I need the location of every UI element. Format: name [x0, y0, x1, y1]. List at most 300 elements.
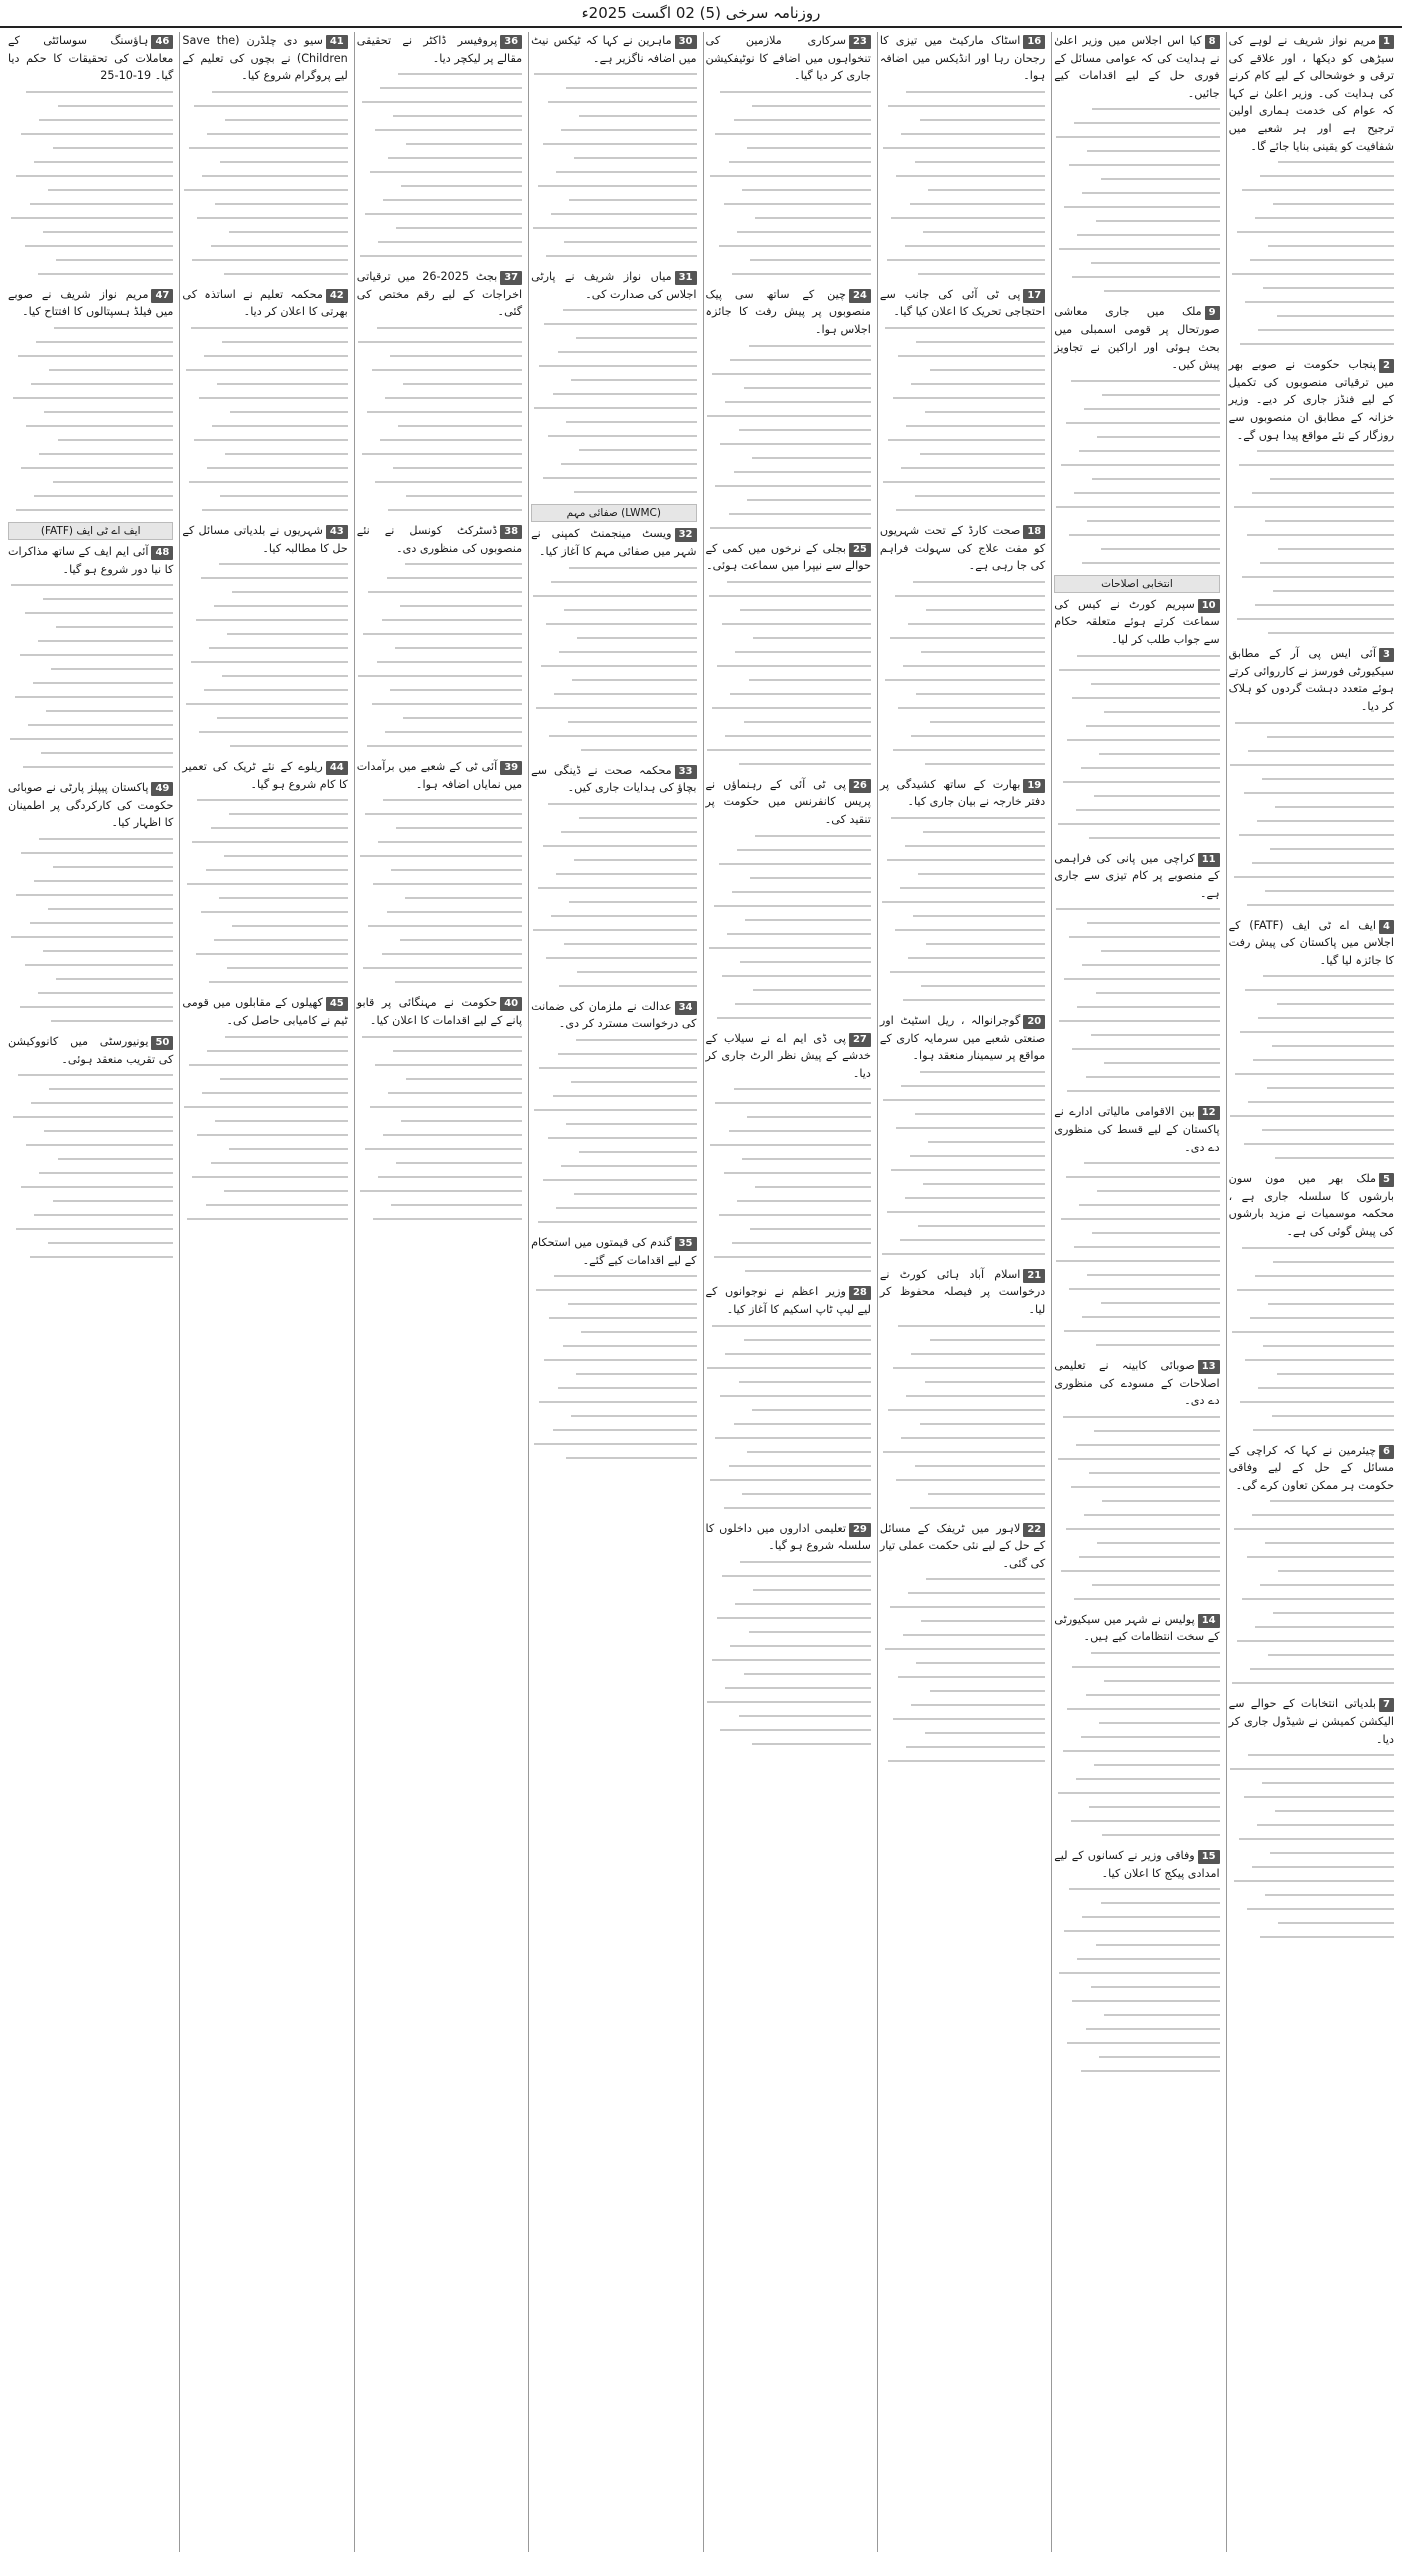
print-line-filler [357, 1120, 522, 1130]
print-line-filler [357, 87, 522, 97]
print-line-filler [1229, 1059, 1394, 1069]
print-line-filler [880, 609, 1045, 619]
print-line-filler [531, 323, 696, 333]
print-line-filler [531, 1443, 696, 1453]
print-line-filler [706, 1116, 871, 1126]
print-line-filler [706, 471, 871, 481]
print-line-filler [182, 675, 347, 685]
print-line-filler [531, 1373, 696, 1383]
print-line-filler [880, 133, 1045, 143]
print-line-filler [1054, 1048, 1219, 1058]
print-line-filler [1054, 837, 1219, 847]
print-line-filler [880, 1423, 1045, 1433]
print-line-filler [706, 429, 871, 439]
print-line-filler [357, 439, 522, 449]
print-line-filler [357, 1092, 522, 1102]
print-line-filler [706, 105, 871, 115]
print-line-filler [182, 453, 347, 463]
print-line-filler [880, 1225, 1045, 1235]
print-line-filler [1054, 1694, 1219, 1704]
print-line-filler [1229, 1598, 1394, 1608]
item-text: پی ٹی آئی کے رہنماؤں نے پریس کانفرنس میں حکومت پر تنقید کی۔ [705, 777, 871, 826]
print-line-filler [8, 105, 173, 115]
print-line-filler [1229, 245, 1394, 255]
print-line-filler [706, 975, 871, 985]
print-line-filler [880, 411, 1045, 421]
print-line-filler [182, 1190, 347, 1200]
print-line-filler [1054, 164, 1219, 174]
print-line-filler [357, 425, 522, 435]
item-number-badge: 14 [1198, 1614, 1220, 1628]
print-line-filler [357, 213, 522, 223]
print-line-filler [1229, 1073, 1394, 1083]
print-line-filler [8, 626, 173, 636]
print-line-filler [357, 883, 522, 893]
print-line-filler [8, 724, 173, 734]
print-line-filler [880, 873, 1045, 883]
print-line-filler [531, 749, 696, 759]
print-line-filler [880, 845, 1045, 855]
print-line-filler [8, 1200, 173, 1210]
print-line-filler [182, 1078, 347, 1088]
print-line-filler [1054, 1444, 1219, 1454]
print-line-filler [8, 1102, 173, 1112]
print-line-filler [357, 855, 522, 865]
print-line-filler [1054, 936, 1219, 946]
print-line-filler [182, 953, 347, 963]
item-text: وفاقی وزیر نے کسانوں کے لیے امدادی پیکج کا اعلان کیا۔ [1054, 1849, 1220, 1880]
print-line-filler [706, 891, 871, 901]
item-text: محکمہ تعلیم نے اساتذہ کی بھرتی کا اعلان کر دیا۔ [182, 287, 348, 319]
print-line-filler [706, 1423, 871, 1433]
print-line-filler [880, 509, 1045, 519]
print-line-filler [182, 925, 347, 935]
print-line-filler [706, 485, 871, 495]
item-number-badge: 35 [675, 1237, 697, 1251]
print-line-filler [531, 1095, 696, 1105]
print-line-filler [706, 345, 871, 355]
print-line-filler [706, 373, 871, 383]
print-line-filler [706, 245, 871, 255]
print-line-filler [1054, 1902, 1219, 1912]
section-subhead: انتخابی اصلاحات [1054, 575, 1219, 593]
print-line-filler [531, 803, 696, 813]
print-line-filler [1054, 1750, 1219, 1760]
print-line-filler [1229, 890, 1394, 900]
item-number-badge: 13 [1198, 1360, 1220, 1374]
news-item [182, 32, 347, 85]
print-line-filler [1054, 1666, 1219, 1676]
print-line-filler [1229, 848, 1394, 858]
print-line-filler [8, 509, 173, 519]
item-number-badge: 49 [151, 782, 173, 796]
section-subhead: (LWMC) صفائی مہم [531, 504, 696, 522]
print-line-filler [8, 397, 173, 407]
print-line-filler [182, 203, 347, 213]
print-line-filler [880, 817, 1045, 827]
print-line-filler [1054, 781, 1219, 791]
print-line-filler [1054, 492, 1219, 502]
news-column [1051, 32, 1221, 2552]
news-item [182, 522, 347, 557]
print-line-filler [880, 495, 1045, 505]
print-line-filler [880, 147, 1045, 157]
print-line-filler [1054, 1430, 1219, 1440]
print-line-filler [1229, 876, 1394, 886]
item-text: عدالت نے ملزمان کی ضمانت کی درخواست مسترد کر دی۔ [531, 999, 697, 1031]
print-line-filler [1054, 1302, 1219, 1312]
print-line-filler [706, 707, 871, 717]
print-line-filler [1229, 287, 1394, 297]
print-line-filler [1054, 394, 1219, 404]
print-line-filler [1229, 1796, 1394, 1806]
print-line-filler [880, 273, 1045, 283]
item-number-badge: 3 [1379, 648, 1394, 662]
print-line-filler [357, 241, 522, 251]
print-line-filler [880, 1592, 1045, 1602]
print-line-filler [357, 1134, 522, 1144]
news-column [703, 32, 873, 2552]
print-line-filler [8, 161, 173, 171]
print-line-filler [1054, 1458, 1219, 1468]
print-line-filler [8, 1228, 173, 1238]
print-line-filler [1229, 1087, 1394, 1097]
print-line-filler [1054, 206, 1219, 216]
print-line-filler [706, 119, 871, 129]
item-text: کراچی میں پانی کی فراہمی کے منصوبے پر کام تیزی سے جاری ہے۔ [1054, 851, 1220, 900]
print-line-filler [1229, 1668, 1394, 1678]
print-line-filler [357, 1036, 522, 1046]
print-line-filler [1229, 1880, 1394, 1890]
print-line-filler [1229, 189, 1394, 199]
item-text: سپریم کورٹ نے کیس کی سماعت کرتے ہوئے متعلقہ حکام سے جواب طلب کر لیا۔ [1054, 597, 1220, 646]
item-number-badge: 47 [151, 289, 173, 303]
print-line-filler [1054, 1944, 1219, 1954]
print-line-filler [1054, 1218, 1219, 1228]
item-text: میاں نواز شریف نے پارٹی اجلاس کی صدارت کی۔ [531, 270, 697, 301]
print-line-filler [880, 1578, 1045, 1588]
print-line-filler [357, 383, 522, 393]
print-line-filler [1229, 1768, 1394, 1778]
print-line-filler [531, 1165, 696, 1175]
print-line-filler [880, 721, 1045, 731]
print-line-filler [531, 1289, 696, 1299]
print-line-filler [706, 595, 871, 605]
print-line-filler [706, 443, 871, 453]
print-line-filler [880, 1155, 1045, 1165]
print-line-filler [1229, 506, 1394, 516]
print-line-filler [182, 355, 347, 365]
print-line-filler [706, 1409, 871, 1419]
print-line-filler [8, 175, 173, 185]
print-line-filler [8, 91, 173, 101]
print-line-filler [531, 1039, 696, 1049]
print-line-filler [357, 1176, 522, 1186]
print-line-filler [1054, 2028, 1219, 2038]
print-line-filler [1054, 234, 1219, 244]
print-line-filler [1054, 548, 1219, 558]
news-item [357, 758, 522, 793]
news-item [1229, 1170, 1394, 1240]
print-line-filler [706, 877, 871, 887]
print-line-filler [182, 1106, 347, 1116]
news-item [1054, 303, 1219, 373]
item-text: ملک میں جاری معاشی صورتحال پر قومی اسمبلی میں بحث ہوئی اور اراکین نے تجاویز پیش کیں۔ [1054, 305, 1220, 372]
print-line-filler [880, 637, 1045, 647]
print-line-filler [1229, 301, 1394, 311]
print-line-filler [1054, 464, 1219, 474]
print-line-filler [706, 679, 871, 689]
item-number-badge: 16 [1023, 35, 1045, 49]
print-line-filler [182, 1092, 347, 1102]
print-line-filler [706, 527, 871, 537]
print-line-filler [531, 1067, 696, 1077]
print-line-filler [357, 799, 522, 809]
print-line-filler [706, 1673, 871, 1683]
print-line-filler [1054, 1542, 1219, 1552]
print-line-filler [706, 749, 871, 759]
print-line-filler [357, 619, 522, 629]
print-line-filler [880, 1325, 1045, 1335]
print-line-filler [357, 467, 522, 477]
print-line-filler [880, 1662, 1045, 1672]
print-line-filler [880, 189, 1045, 199]
print-line-filler [1054, 697, 1219, 707]
item-text: تعلیمی اداروں میں داخلوں کا سلسلہ شروع ہو گیا۔ [705, 1521, 871, 1553]
print-line-filler [531, 679, 696, 689]
print-line-filler [1229, 492, 1394, 502]
print-line-filler [8, 936, 173, 946]
print-line-filler [531, 971, 696, 981]
print-line-filler [8, 1116, 173, 1126]
print-line-filler [1229, 273, 1394, 283]
print-line-filler [880, 1507, 1045, 1517]
print-line-filler [1054, 478, 1219, 488]
print-line-filler [706, 1200, 871, 1210]
print-line-filler [8, 1172, 173, 1182]
print-line-filler [1229, 1129, 1394, 1139]
print-line-filler [182, 883, 347, 893]
print-line-filler [1054, 1090, 1219, 1100]
print-line-filler [706, 693, 871, 703]
print-line-filler [531, 1221, 696, 1231]
item-text: پولیس نے شہر میں سیکیورٹی کے سخت انتظامات کیے ہیں۔ [1054, 1612, 1220, 1644]
print-line-filler [182, 1134, 347, 1144]
print-line-filler [182, 703, 347, 713]
print-line-filler [357, 1106, 522, 1116]
print-line-filler [880, 1169, 1045, 1179]
print-line-filler [1229, 1387, 1394, 1397]
news-item [1229, 917, 1394, 970]
print-line-filler [1229, 1157, 1394, 1167]
item-number-badge: 1 [1379, 35, 1394, 49]
print-line-filler [182, 1064, 347, 1074]
print-line-filler [182, 981, 347, 991]
print-line-filler [880, 1071, 1045, 1081]
print-line-filler [531, 171, 696, 181]
print-line-filler [706, 1339, 871, 1349]
print-line-filler [706, 1715, 871, 1725]
print-line-filler [531, 1303, 696, 1313]
print-line-filler [1054, 992, 1219, 1002]
print-line-filler [1229, 1401, 1394, 1411]
print-line-filler [1229, 1003, 1394, 1013]
print-line-filler [357, 1162, 522, 1172]
print-line-filler [1054, 2070, 1219, 2080]
item-number-badge: 37 [500, 271, 522, 285]
news-item [706, 1283, 871, 1318]
print-line-filler [706, 1687, 871, 1697]
print-line-filler [531, 623, 696, 633]
print-line-filler [1054, 1778, 1219, 1788]
print-line-filler [880, 1141, 1045, 1151]
print-line-filler [531, 463, 696, 473]
news-item [706, 1520, 871, 1555]
item-number-badge: 43 [326, 525, 348, 539]
print-line-filler [706, 1088, 871, 1098]
print-line-filler [182, 369, 347, 379]
masthead-date-line: روزنامہ سرخی (5) 02 اگست 2025ء [0, 0, 1402, 28]
print-line-filler [531, 101, 696, 111]
print-line-filler [357, 675, 522, 685]
print-line-filler [531, 845, 696, 855]
print-line-filler [182, 731, 347, 741]
item-text: سرکاری ملازمین کی تنخواہوں میں اضافے کا نوٹیفکیشن جاری کر دیا گیا۔ [705, 34, 871, 83]
print-line-filler [8, 710, 173, 720]
item-number-badge: 44 [326, 761, 348, 775]
print-line-filler [357, 897, 522, 907]
print-line-filler [880, 1381, 1045, 1391]
print-line-filler [1054, 192, 1219, 202]
print-line-filler [1054, 978, 1219, 988]
print-line-filler [357, 731, 522, 741]
print-line-filler [880, 161, 1045, 171]
news-item [531, 32, 696, 67]
print-line-filler [880, 831, 1045, 841]
print-line-filler [880, 1211, 1045, 1221]
print-line-filler [182, 175, 347, 185]
news-item [182, 994, 347, 1029]
print-line-filler [357, 745, 522, 755]
print-line-filler [880, 327, 1045, 337]
print-line-filler [706, 161, 871, 171]
print-line-filler [531, 1275, 696, 1285]
print-line-filler [8, 189, 173, 199]
print-line-filler [706, 665, 871, 675]
print-line-filler [8, 147, 173, 157]
item-text: اسلام آباد ہائی کورٹ نے درخواست پر فیصلہ محفوظ کر لیا۔ [879, 1267, 1046, 1316]
section-subhead: ایف اے ٹی ایف (FATF) [8, 522, 173, 540]
print-line-filler [531, 143, 696, 153]
print-line-filler [880, 245, 1045, 255]
print-line-filler [706, 1172, 871, 1182]
print-line-filler [8, 838, 173, 848]
print-line-filler [880, 1113, 1045, 1123]
item-number-badge: 40 [500, 997, 522, 1011]
print-line-filler [531, 1137, 696, 1147]
print-line-filler [357, 911, 522, 921]
print-line-filler [357, 255, 522, 265]
item-text: صحت کارڈ کے تحت شہریوں کو مفت علاج کی سہولت فراہم کی جا رہی ہے۔ [879, 523, 1046, 573]
item-number-badge: 29 [849, 1523, 871, 1537]
print-line-filler [357, 157, 522, 167]
news-item [357, 268, 522, 321]
print-line-filler [1054, 823, 1219, 833]
print-line-filler [8, 894, 173, 904]
item-text: لاہور میں ٹریفک کے مسائل کے حل کے لیے نئی حکمت عملی تیار کی گئی۔ [879, 1521, 1046, 1570]
print-line-filler [880, 665, 1045, 675]
item-text: پی ڈی ایم اے نے سیلاب کے خدشے کے پیش نظر الرٹ جاری کر دیا۔ [705, 1031, 871, 1080]
print-line-filler [357, 703, 522, 713]
print-line-filler [1229, 820, 1394, 830]
item-number-badge: 50 [151, 1036, 173, 1050]
item-number-badge: 27 [849, 1033, 871, 1047]
item-text: بین الاقوامی مالیاتی ادارے نے پاکستان کے لیے قسط کی منظوری دے دی۔ [1054, 1105, 1220, 1154]
print-line-filler [8, 411, 173, 421]
print-line-filler [357, 869, 522, 879]
item-text: ماہرین نے کہا کہ ٹیکس نیٹ میں اضافہ ناگزیر ہے۔ [531, 34, 697, 65]
item-text: مریم نواز شریف نے صوبے میں فیلڈ ہسپتالوں کا افتتاح کیا۔ [8, 287, 174, 319]
print-line-filler [8, 908, 173, 918]
print-line-filler [1054, 1076, 1219, 1086]
print-line-filler [531, 185, 696, 195]
item-text: بلدیاتی انتخابات کے حوالے سے الیکشن کمیشن نے شیڈول جاری کر دیا۔ [1228, 1697, 1394, 1746]
print-line-filler [357, 841, 522, 851]
print-line-filler [880, 1437, 1045, 1447]
print-line-filler [880, 397, 1045, 407]
print-line-filler [1054, 1062, 1219, 1072]
item-text: آئی ٹی کے شعبے میں برآمدات میں نمایاں اضافہ ہوا۔ [356, 760, 523, 791]
news-item [880, 1520, 1045, 1573]
print-line-filler [8, 1130, 173, 1140]
print-line-filler [531, 651, 696, 661]
print-line-filler [706, 763, 871, 773]
print-line-filler [1229, 1584, 1394, 1594]
print-line-filler [880, 901, 1045, 911]
print-line-filler [8, 992, 173, 1002]
print-line-filler [1229, 1922, 1394, 1932]
print-line-filler [531, 1359, 696, 1369]
print-line-filler [531, 129, 696, 139]
item-text: ڈسٹرکٹ کونسل نے نئے منصوبوں کی منظوری دی۔ [356, 523, 523, 555]
print-line-filler [8, 612, 173, 622]
print-line-filler [1054, 220, 1219, 230]
news-column [877, 32, 1047, 2552]
print-line-filler [531, 567, 696, 577]
print-line-filler [706, 175, 871, 185]
print-line-filler [1229, 548, 1394, 558]
print-line-filler [706, 1102, 871, 1112]
news-item [1054, 596, 1219, 649]
print-line-filler [182, 827, 347, 837]
print-line-filler [880, 1085, 1045, 1095]
print-line-filler [1054, 683, 1219, 693]
item-number-badge: 38 [500, 525, 522, 539]
print-line-filler [706, 735, 871, 745]
print-line-filler [880, 623, 1045, 633]
print-line-filler [1054, 1486, 1219, 1496]
item-number-badge: 4 [1379, 920, 1394, 934]
print-line-filler [1229, 1782, 1394, 1792]
print-line-filler [182, 273, 347, 283]
item-text: گوجرانوالہ ، ریل اسٹیٹ اور صنعتی شعبے میں سرمایہ کاری کے مواقع پر سیمینار منعقد ہوا۔ [879, 1013, 1046, 1063]
print-line-filler [1054, 1792, 1219, 1802]
print-line-filler [880, 929, 1045, 939]
print-line-filler [8, 668, 173, 678]
print-line-filler [706, 1617, 871, 1627]
print-line-filler [182, 647, 347, 657]
print-line-filler [1229, 1810, 1394, 1820]
